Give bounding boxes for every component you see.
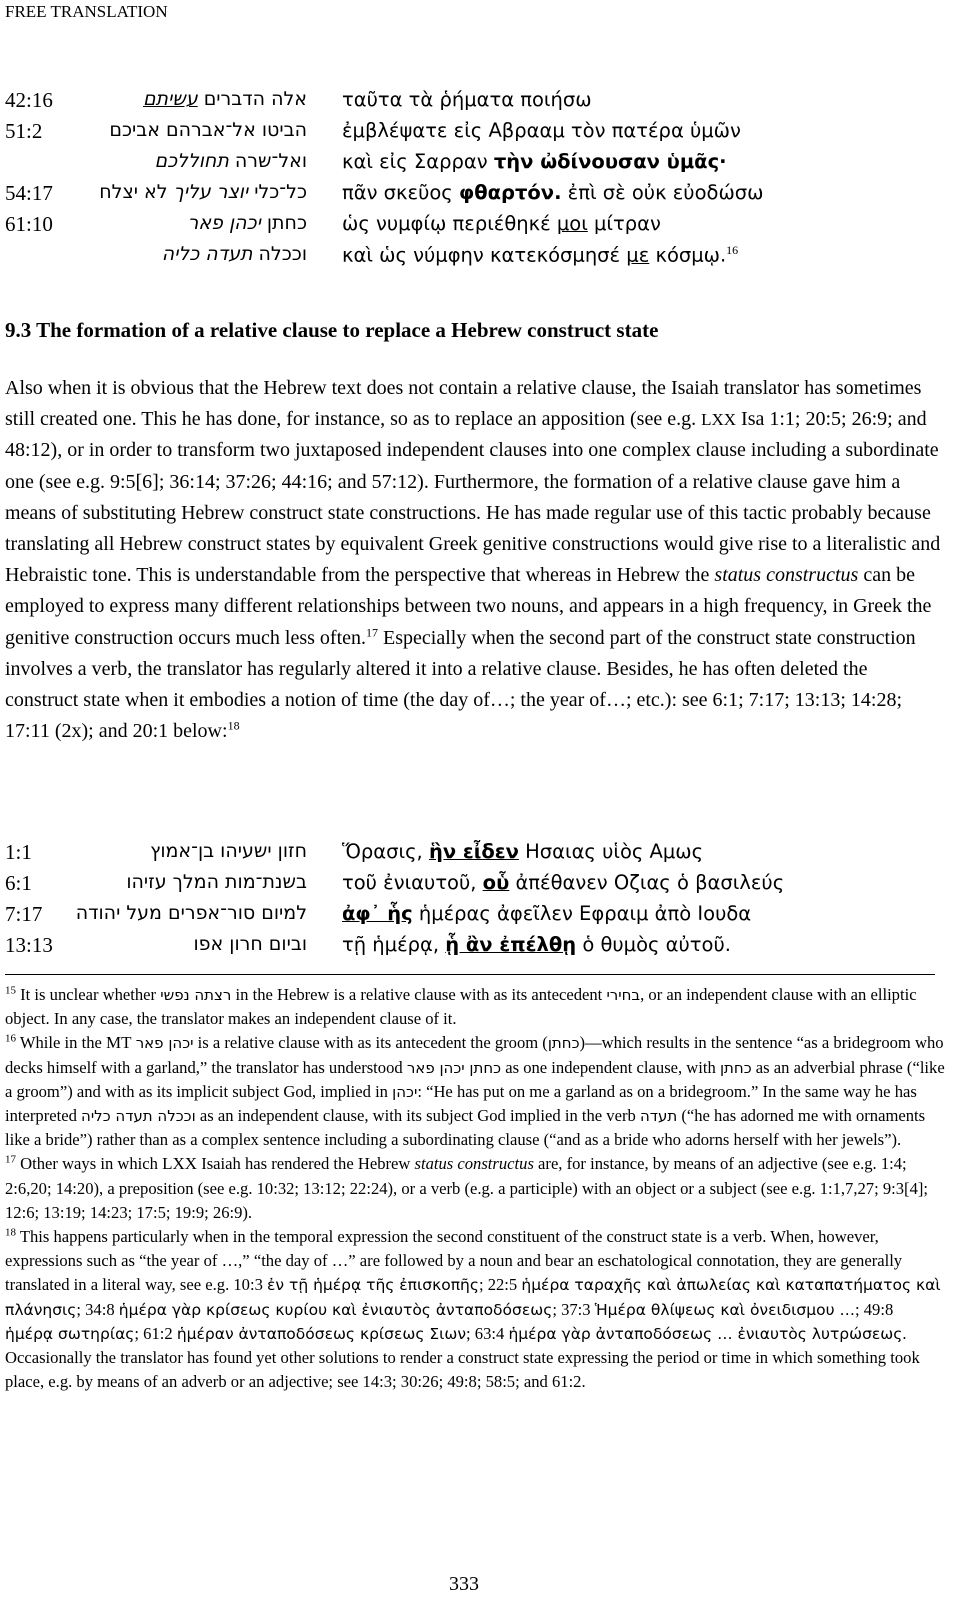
hebrew-text: כחתן יכהן פאר — [187, 212, 307, 234]
example-row — [5, 119, 905, 150]
body-paragraph: Also when it is obvious that the Hebrew text does not contain a relative clause, the Isaiah translator has sometimes still created one. This he has done, for instance, so as to replace an apposition (see e.g. LXX Isa 1:1; 20:5; 26:9; and 48:12), or in order to transform two juxtaposed independent clauses into one complex clause including a subordinate one (see e.g. 9:5[6]; 36:14; 37:26; 44:16; and 57:12). Furthermore, the formation of a relative clause gave him a means of substituting Hebrew construct state constructions. He has made regular use of this tactic probably because translating all Hebrew construct states by equivalent Greek genitive constructions would give rise to a literalistic and Hebraistic tone. This is understandable from the perspective that whereas in Hebrew the status constructus can be employed to express many different relationships between two nouns, and appears in a high frequency, in Greek the genitive construction occurs much less often.$^{17}$ Especially when the second part of the construct state construction involves a verb, the translator has regularly altered it into a relative clause. Besides, he has often deleted the construct state when it embodies a notion of time (the day of…; the year of…; etc.): see 6:1; 7:17; 13:13; 14:28; 17:11 (2x); and 20:1 below:$^{18}$ — [5, 377, 941, 743]
example-row — [5, 243, 905, 274]
greek-text: ταῦτα τὰ ῥήματα ποιήσω — [342, 88, 592, 111]
hebrew-text: כל־כלי יוצר עליך לא יצלח — [99, 181, 307, 203]
footnote-18: $^{18}$ This happens particularly when in the temporal expression the second constituent of the construct state is a verb. When, however, expressions such as “the year of …,” “the day of …” are followed by a noun and bear an eschatological connotation, they are generally translated in a literal way, see e.g. 10:3 ἐν τῇ ἡμέρᾳ τῆς ἐπισκοπῆς; 22:5 ἡμέρα ταραχῆς καὶ ἀπωλείας καὶ καταπατήματος καὶ πλάνησις; 34:8 ἡμέρα γὰρ κρίσεως κυρίου καὶ ἐνιαυτὸς ἀνταποδόσεως; 37:3 Ἡμέρα θλίψεως καὶ ὀνειδισμου …; 49:8 ἡμέρᾳ σωτηρίας; 61:2 ἡμέραν ἀνταποδόσεως κρίσεως Σιων; 63:4 ἡμέρα γὰρ ἀνταποδόσεως … ἐνιαυτὸς λυτρώσεως. Occasionally the translator has found yet other solutions to render a construct state expressing the period or time in which something took place, e.g. by means of an adverb or an adjective; see 14:3; 30:26; 49:8; 58:5; and 61:2. — [5, 1226, 941, 1392]
examples-bottom — [5, 840, 905, 964]
footnotes — [5, 983, 945, 1394]
verse-ref: 51:2 — [5, 119, 43, 143]
verse-ref: 7:17 — [5, 902, 43, 926]
hebrew-text: הביטו אל־אברהם אביכם — [109, 119, 307, 141]
greek-text: τοῦ ἐνιαυτοῦ, οὗ ἀπέθανεν Οζιας ὁ βασιλεύς — [342, 871, 785, 894]
footnote-ref-16[interactable]: 16 — [726, 243, 739, 257]
hebrew-text: חזון ישעיהו בן־אמוץ — [150, 840, 307, 862]
hebrew-text: אלה הדברים עשיתם — [142, 88, 307, 110]
hebrew-text: למיום סור־אפרים מעל יהודה — [75, 902, 307, 924]
greek-text: ἀφ᾽ ἧς ἡμέρας ἀφεῖλεν Εφραιμ ἀπὸ Ιουδα — [342, 902, 752, 925]
footnote-15: $^{15}$ It is unclear whether רצתה נפשי in the Hebrew is a relative clause with as its antecedent בחירי, or an independent clause with an elliptic object. In any case, the translator makes an independent clause of it. — [5, 984, 917, 1029]
greek-text: πᾶν σκεῦος φθαρτόν. ἐπὶ σὲ οὐκ εὐοδώσω — [342, 181, 764, 204]
footnote-ref-17[interactable]: 17 — [366, 624, 379, 639]
greek-text: καὶ εἰς Σαρραν τὴν ὠδίνουσαν ὑμᾶς· — [342, 150, 727, 173]
example-row — [5, 902, 905, 933]
example-row — [5, 88, 905, 119]
greek-text: ἐμβλέψατε εἰς Αβρααμ τὸν πατέρα ὑμῶν — [342, 119, 741, 142]
footnote-16: $^{16}$ While in the MT יכהן פאר is a relative clause with as its antecedent the groom (כחתן)—which results in the sentence “as a bridegroom who decks himself with a garland,” the translator has understood כחתן יכהן פאר as one independent clause, with כחתן as an adverbial phrase (“like a groom”) and with as its implicit subject God, implied in יכהן: “He has put on me a garland as on a bridegroom.” In the same way he has interpreted וככלה תעדה כליה as an independent clause, with its subject God implied in the verb תעדה (“he has adorned me with ornaments like a bride”) rather than as a complex sentence including a subordinating clause (“and as a bride who adorns herself with her jewels”). — [5, 1032, 945, 1150]
example-row — [5, 871, 905, 902]
example-row — [5, 933, 905, 964]
verse-ref: 1:1 — [5, 840, 32, 864]
verse-ref: 54:17 — [5, 181, 53, 205]
hebrew-text: ואל־שרה תחוללכם — [154, 150, 307, 172]
verse-ref: 6:1 — [5, 871, 32, 895]
footnote-divider — [5, 974, 935, 975]
verse-ref: 42:16 — [5, 88, 53, 112]
verse-ref: 13:13 — [5, 933, 53, 957]
example-row — [5, 181, 905, 212]
example-row — [5, 150, 905, 181]
example-row — [5, 840, 905, 871]
hebrew-text: בשנת־מות המלך עזיהו — [126, 871, 307, 893]
examples-top — [5, 88, 905, 274]
greek-text: Ὅρασις, ἣν εἶδεν Ησαιας υἱὸς Αμως — [342, 840, 704, 863]
hebrew-text: וביום חרון אפו — [193, 933, 307, 955]
greek-text: τῇ ἡμέρᾳ, ᾗ ἂν ἐπέλθῃ ὁ θυμὸς αὐτοῦ. — [342, 933, 731, 956]
footnote-17: $^{17}$ Other ways in which LXX Isaiah has rendered the Hebrew status constructus are, for instance, by means of an adjective (see e.g. 1:4; 2:6,20; 14:20), a preposition (see e.g. 10:32; 13:12; 22:24), or a verb (e.g. a participle) with an object or a subject (see e.g. 1:1,7,27; 9:3[4]; 12:6; 13:19; 14:23; 17:5; 19:9; 26:9). — [5, 1153, 929, 1222]
verse-ref: 61:10 — [5, 212, 53, 236]
section-heading: 9.3 The formation of a relative clause to replace a Hebrew construct state — [5, 318, 659, 342]
example-row — [5, 212, 905, 243]
page-number: 333 — [449, 1573, 479, 1595]
greek-text: καὶ ὡς νύμφην κατεκόσμησέ με κόσμῳ.$^{16}$ — [342, 243, 739, 267]
greek-text: ὡς νυμφίῳ περιέθηκέ μοι μίτραν — [342, 212, 661, 235]
running-header: FREE TRANSLATION — [5, 2, 168, 21]
hebrew-text: וככלה תעדה כליה — [161, 243, 307, 265]
footnote-ref-18[interactable]: 18 — [227, 718, 240, 733]
